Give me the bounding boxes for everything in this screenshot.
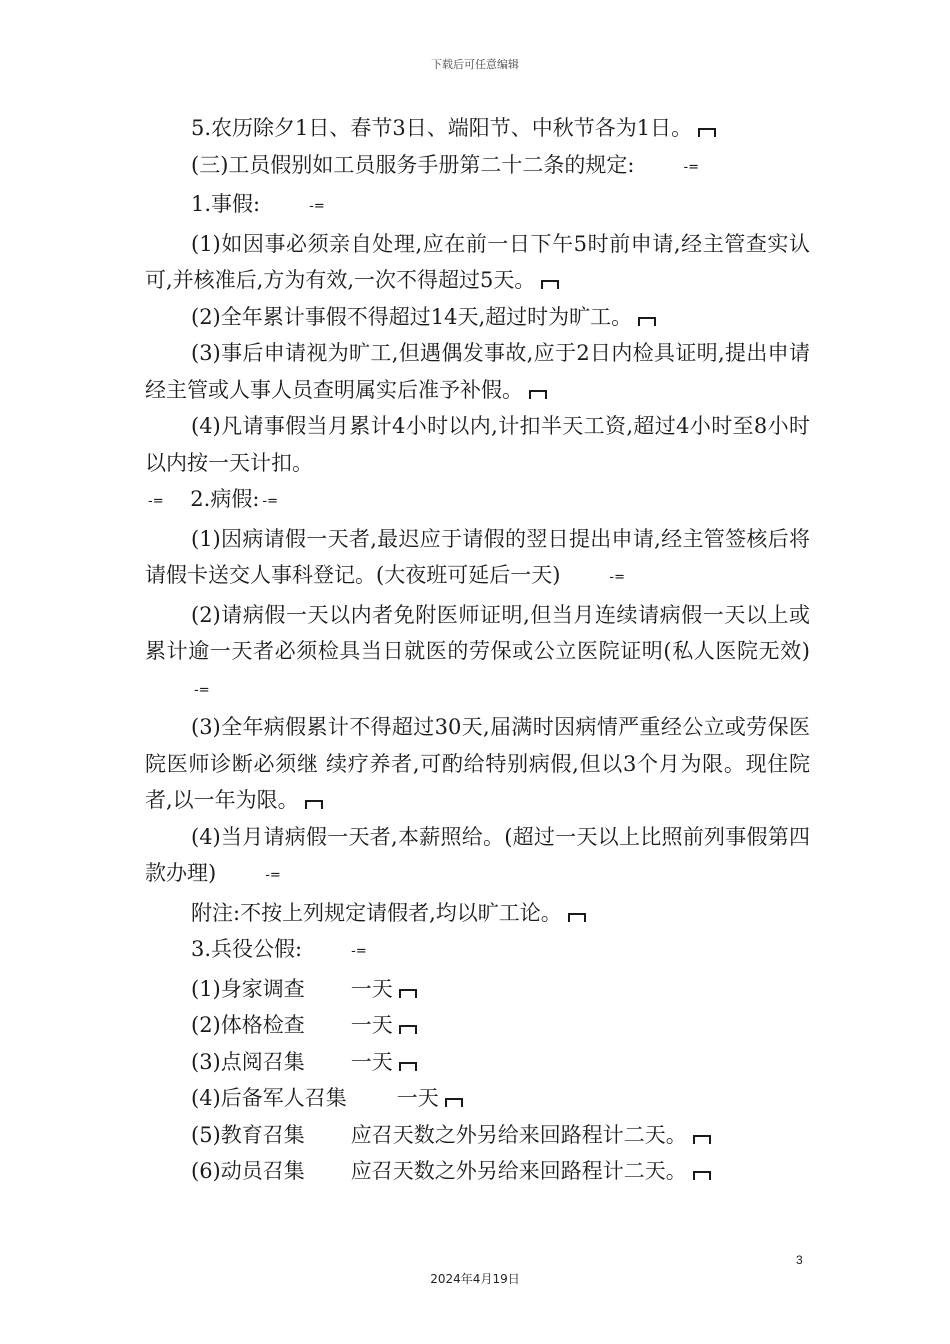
- paragraph: [145, 819, 810, 895]
- leave-item-duration: 一天: [396, 1086, 439, 1110]
- leave-item-duration: 一天: [350, 1013, 393, 1037]
- return-bracket-icon: [568, 913, 586, 922]
- equals-mark-icon: -=: [683, 159, 700, 175]
- paragraph-text: (4)凡请事假当月累计4小时以内,计扣半天工资,超过4小时至8小时以内按一天计扣。: [145, 414, 810, 475]
- paragraph: [145, 110, 810, 147]
- list-item: [145, 1007, 810, 1044]
- footer-date: 2024年4月19日: [430, 1272, 520, 1286]
- equals-mark-icon: -=: [148, 494, 164, 509]
- paragraph: [145, 226, 810, 299]
- paragraph: [145, 521, 810, 597]
- paragraph-text: 3.兵役公假:: [191, 937, 303, 961]
- paragraph: [145, 931, 810, 971]
- return-bracket-icon: [698, 128, 716, 137]
- list-item: [145, 1117, 810, 1154]
- leave-item-label: (6)动员召集: [191, 1159, 305, 1183]
- paragraph: [145, 186, 810, 226]
- return-bracket-icon: [445, 1098, 463, 1107]
- return-bracket-icon: [693, 1135, 711, 1144]
- leave-item-duration: 应召天数之外另给来回路程计二天。: [350, 1159, 687, 1183]
- return-bracket-icon: [399, 1062, 417, 1071]
- return-bracket-icon: [638, 317, 656, 326]
- paragraph-text: (3)事后申请视为旷工,但遇偶发事故,应于2日内检具证明,提出申请经主管或人事人员查明属实后准予补假。: [145, 341, 810, 402]
- paragraph-text: 5.农历除夕1日、春节3日、端阳节、中秋节各为1日。: [191, 116, 693, 140]
- return-bracket-icon: [693, 1171, 711, 1180]
- paragraph-text: 附注:不按上列规定请假者,均以旷工论。: [191, 900, 562, 925]
- paragraph: [145, 147, 810, 187]
- equals-mark-icon: -=: [351, 944, 367, 959]
- paragraph: [145, 895, 810, 932]
- paragraph-text: (三)工员假别如工员服务手册第二十二条的规定:: [191, 152, 635, 177]
- equals-mark-icon: -=: [309, 199, 325, 214]
- list-item: [145, 1080, 810, 1117]
- paragraph-text: (4)当月请病假一天者,本薪照给。(超过一天以上比照前列事假第四款办理): [145, 824, 810, 885]
- paragraph-text: 2.病假:: [190, 487, 260, 511]
- leave-item-label: (1)身家调查: [191, 976, 305, 1001]
- paragraph: [145, 709, 810, 819]
- paragraph: [145, 299, 810, 336]
- leave-item-duration: 一天: [350, 976, 393, 1001]
- list-item: [145, 971, 810, 1008]
- paragraph: [145, 335, 810, 408]
- return-bracket-icon: [305, 800, 323, 809]
- equals-mark-icon: -=: [265, 868, 281, 883]
- equals-mark-icon: -=: [609, 570, 625, 585]
- document-body: [145, 110, 810, 1190]
- leave-item-label: (2)体格检查: [191, 1013, 305, 1037]
- page-header: 下载后可任意编辑: [431, 58, 519, 71]
- return-bracket-icon: [399, 989, 417, 998]
- list-item: [145, 1153, 810, 1190]
- paragraph-text: (3)全年病假累计不得超过30天,届满时因病情严重经公立或劳保医院医师诊断必须继 续疗养者,可酌给特别病假,但以3个月为限。现住院者,以一年为限。: [145, 715, 810, 812]
- leave-item-duration: 一天: [350, 1049, 393, 1074]
- return-bracket-icon: [529, 390, 547, 399]
- paragraph-text: (1)因病请假一天者,最迟应于请假的翌日提出申请,经主管签核后将请假卡送交人事科登记。(大夜班可延后一天): [145, 526, 810, 587]
- paragraph-text: (2)全年累计事假不得超过14天,超过时为旷工。: [191, 304, 633, 329]
- equals-mark-icon: -=: [194, 682, 210, 698]
- leave-item-label: (4)后备军人召集: [191, 1086, 347, 1110]
- paragraph: [145, 597, 810, 710]
- paragraph: [145, 481, 810, 521]
- list-item: [145, 1044, 810, 1081]
- leave-item-label: (5)教育召集: [191, 1122, 305, 1147]
- paragraph-text: 1.事假:: [191, 192, 261, 216]
- paragraph-text: (1)如因事必须亲自处理,应在前一日下午5时前申请,经主管查实认可,并核准后,方为有效,一次不得超过5天。: [145, 231, 810, 292]
- paragraph-text: (2)请病假一天以内者免附医师证明,但当月连续请病假一天以上或累计逾一天者必须检具当日就医的劳保或公立医院证明(私人医院无效): [145, 602, 810, 663]
- leave-item-label: (3)点阅召集: [191, 1049, 305, 1074]
- paragraph: [145, 408, 810, 481]
- return-bracket-icon: [399, 1025, 417, 1034]
- equals-mark-icon: -=: [262, 494, 279, 509]
- return-bracket-icon: [541, 280, 559, 289]
- page-number: 3: [796, 1253, 803, 1267]
- leave-item-duration: 应召天数之外另给来回路程计二天。: [350, 1122, 687, 1147]
